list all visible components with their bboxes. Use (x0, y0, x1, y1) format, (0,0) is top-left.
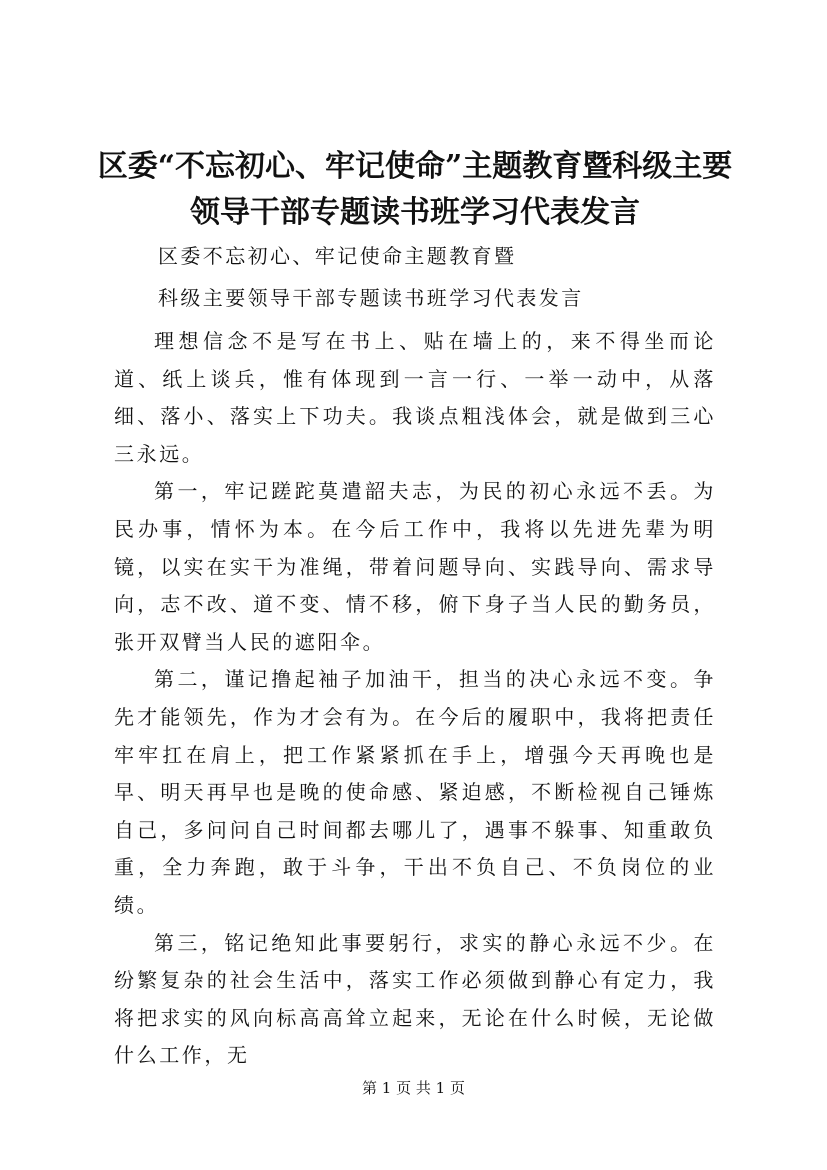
document-body (114, 323, 716, 1075)
document-title: 区委“不忘初心、牢记使命”主题教育暨科级主要领导干部专题读书班学习代表发言 (97, 149, 733, 230)
body-paragraph: 第二，谨记撸起袖子加油干，担当的决心永远不变。争先才能领先，作为才会有为。在今后的履职中，我将把责任牢牢扛在肩上，把工作紧紧抓在手上，增强今天再晚也是早、明天再早也是晚的使命感、紧迫感，不断检视自己锤炼自己，多问问自己时间都去哪儿了，遇事不躲事、知重敢负重，全力奔跑，敢于斗争，干出不负自己、不负岗位的业绩。 (114, 667, 716, 917)
body-paragraph: 理想信念不是写在书上、贴在墙上的，来不得坐而论道、纸上谈兵，惟有体现到一言一行、一举一动中，从落细、落小、落实上下功夫。我谈点粗浅体会，就是做到三心三永远。 (114, 329, 716, 466)
subtitle-line-2: 科级主要领导干部专题读书班学习代表发言 (158, 286, 584, 310)
page-footer: 第 1 页 共 1 页 (362, 1079, 465, 1097)
body-paragraph: 第一，牢记蹉跎莫遣韶夫志，为民的初心永远不丢。为民办事，情怀为本。在今后工作中，我将以先进先辈为明镜，以实在实干为准绳，带着问题导向、实践导向、需求导向，志不改、道不变、情不移，俯下身子当人民的勤务员，张开双臂当人民的遮阳伞。 (114, 479, 716, 654)
subtitle-line-1: 区委不忘初心、牢记使命主题教育暨 (158, 244, 517, 268)
body-paragraph: 第三，铭记绝知此事要躬行，求实的静心永远不少。在纷繁复杂的社会生活中，落实工作必须做到静心有定力，我将把求实的风向标高高耸立起来，无论在什么时候，无论做什么工作，无 (114, 930, 716, 1068)
